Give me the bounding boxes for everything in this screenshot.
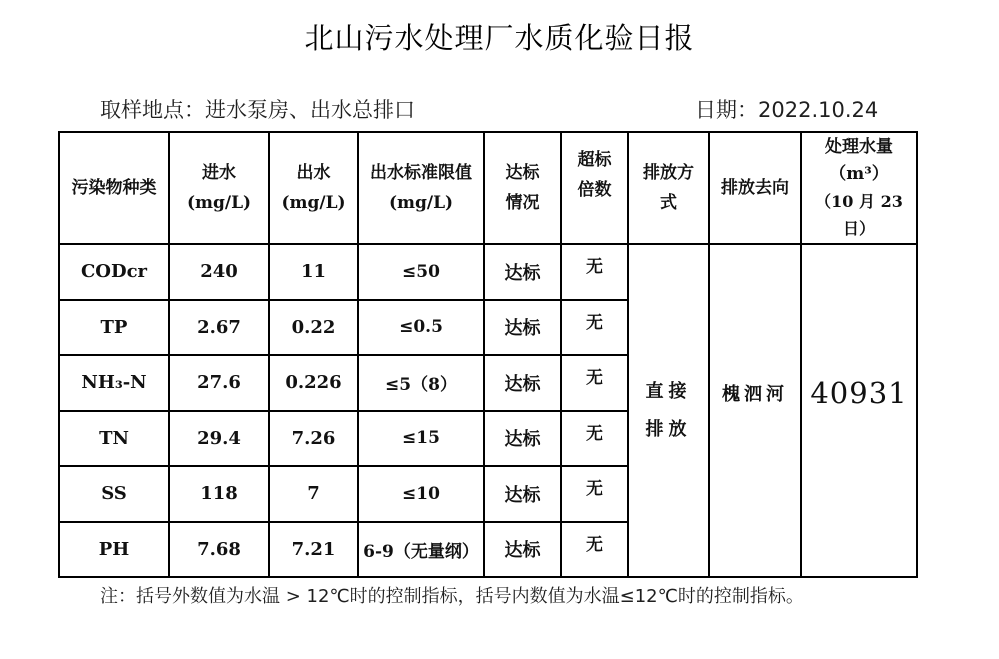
cell-influent: 7.68 [169,522,269,578]
cell-pollutant: TN [59,411,169,467]
cell-effluent: 7.26 [269,411,358,467]
cell-status: 达标 [484,522,561,578]
cell-limit: ≤5（8） [358,355,484,411]
cell-exceed: 无 [561,244,628,300]
cell-pollutant: CODcr [59,244,169,300]
header-effluent: 出水 (mg/L) [269,132,358,244]
cell-status: 达标 [484,300,561,356]
note-text: 注：括号外数值为水温 > 12℃时的控制指标，括号内数值为水温≤12℃时的控制指标。 [100,586,804,607]
header-exceed: 超标 倍数 [561,132,628,244]
table-row-codcr [59,244,917,300]
sampling-point-label: 取样地点：进水泵房、出水总排口 [100,98,415,122]
cell-effluent: 0.22 [269,300,358,356]
header-status: 达标 情况 [484,132,561,244]
header-row [59,132,917,244]
cell-status: 达标 [484,411,561,467]
header-limit: 出水标准限值 (mg/L) [358,132,484,244]
cell-discharge-destination: 槐泗河 [709,244,801,577]
header-discharge-destination: 排放去向 [709,132,801,244]
cell-pollutant: PH [59,522,169,578]
cell-pollutant: TP [59,300,169,356]
header-pollutant-label: 污染物种类 [71,178,157,198]
cell-influent: 118 [169,466,269,522]
cell-exceed: 无 [561,355,628,411]
cell-exceed: 无 [561,300,628,356]
cell-influent: 27.6 [169,355,269,411]
header-discharge-mode: 排放方 式 [628,132,709,244]
cell-pollutant: SS [59,466,169,522]
cell-status: 达标 [484,355,561,411]
cell-limit: ≤10 [358,466,484,522]
cell-influent: 240 [169,244,269,300]
cell-limit: ≤0.5 [358,300,484,356]
cell-limit: ≤50 [358,244,484,300]
cell-effluent: 7.21 [269,522,358,578]
cell-exceed: 无 [561,522,628,578]
cell-status: 达标 [484,466,561,522]
cell-limit: 6-9（无量纲） [358,522,484,578]
report-title: 北山污水处理厂水质化验日报 [304,21,695,55]
cell-status: 达标 [484,244,561,300]
report-date: 日期：2022.10.24 [695,98,879,122]
cell-exceed: 无 [561,411,628,467]
cell-exceed: 无 [561,466,628,522]
cell-influent: 2.67 [169,300,269,356]
cell-influent: 29.4 [169,411,269,467]
cell-limit: ≤15 [358,411,484,467]
cell-pollutant: NH₃-N [59,355,169,411]
header-influent: 进水 (mg/L) [169,132,269,244]
header-pollutant [59,132,169,244]
cell-discharge-mode: 直接 排放 [628,244,709,577]
water-quality-table [58,131,918,578]
cell-effluent: 7 [269,466,358,522]
cell-treated-volume: 40931 [801,244,917,577]
header-volume: 处理水量 （m³） （10 月 23 日） [801,132,917,244]
cell-effluent: 11 [269,244,358,300]
cell-effluent: 0.226 [269,355,358,411]
